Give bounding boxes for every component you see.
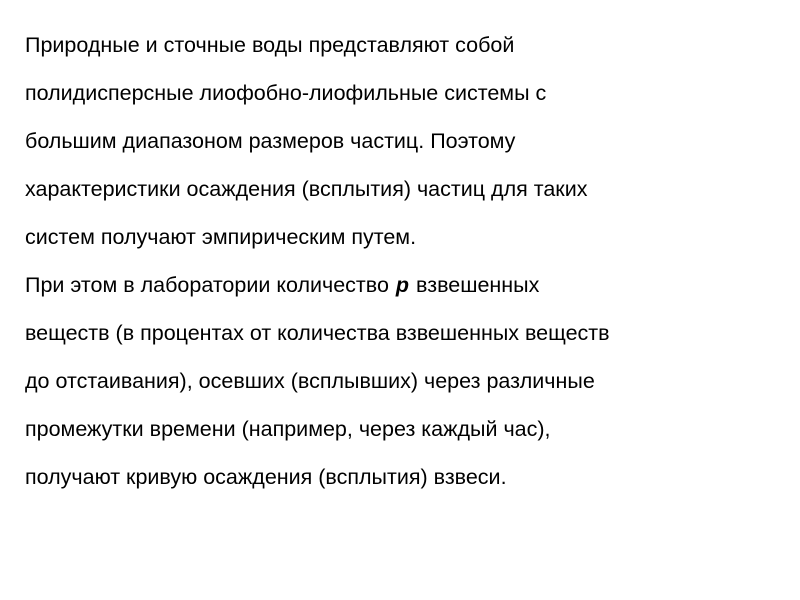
paragraph-1-line-1: Природные и сточные воды представляют собой — [25, 33, 515, 57]
paragraph-2-line-5: получают кривую осаждения (всплытия) взвеси. — [25, 465, 507, 489]
paragraph-1-line-4: характеристики осаждения (всплытия) частиц для таких — [25, 177, 588, 201]
body-text — [25, 33, 785, 513]
paragraph-2-line-1-start: При этом в лаборатории количество — [25, 273, 389, 297]
paragraph-2-line-1-end: взвешенных — [416, 273, 540, 297]
variable-p: р — [395, 273, 410, 297]
paragraph-1-line-3: большим диапазоном размеров частиц. Поэтому — [25, 129, 516, 153]
paragraph-2-line-3: до отстаивания), осевших (всплывших) через различные — [25, 369, 595, 393]
paragraph-1-line-2: полидисперсные лиофобно-лиофильные системы с — [25, 81, 547, 105]
paragraph-2-line-2: веществ (в процентах от количества взвешенных веществ — [25, 321, 610, 345]
paragraph-2-line-1 — [25, 273, 785, 321]
paragraph-2-line-4: промежутки времени (например, через каждый час), — [25, 417, 551, 441]
paragraph-1-line-5: систем получают эмпирическим путем. — [25, 225, 417, 249]
